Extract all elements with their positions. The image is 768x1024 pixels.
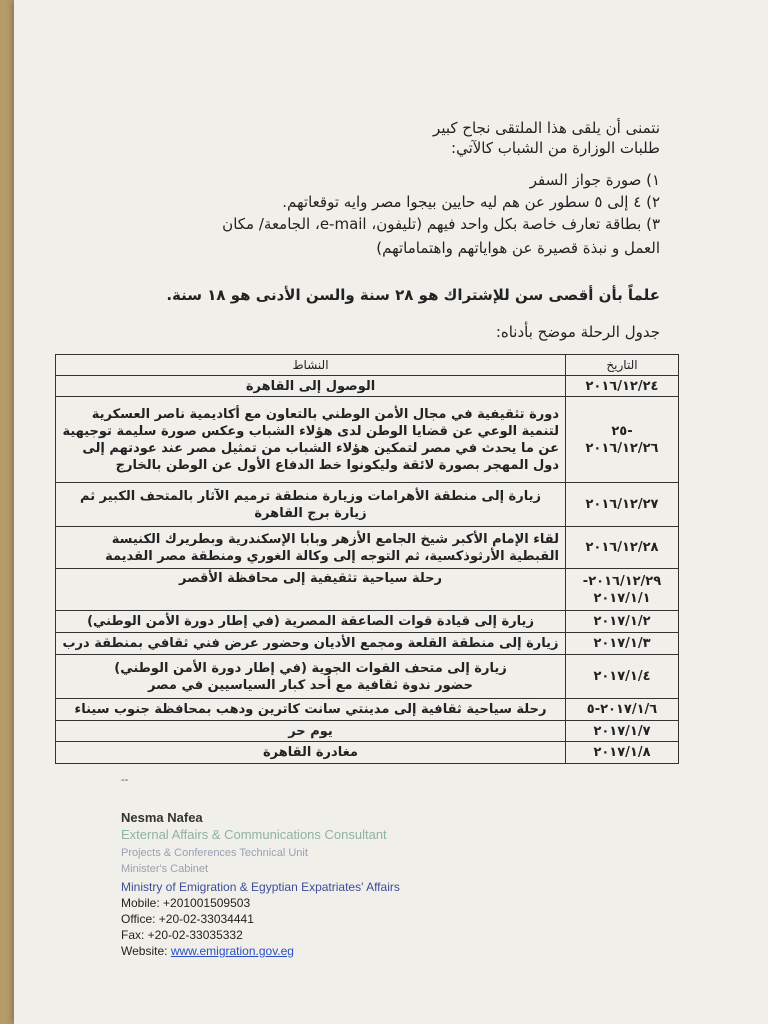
row-date: ٢٠١٦/١٢/٢٤ bbox=[566, 376, 679, 397]
table-row bbox=[56, 742, 679, 764]
website-label: Website: bbox=[121, 944, 171, 958]
table-row bbox=[56, 699, 679, 721]
intro-line-requirements: طلبات الوزارة من الشباب كالآتي: bbox=[451, 139, 660, 157]
requirement-profile-card: ٣) بطاقة تعارف خاصة بكل واحد فيهم (تليفون، e-mail، الجامعة/ مكان bbox=[222, 215, 660, 233]
row-activity: لقاء الإمام الأكبر شيخ الجامع الأزهر وبابا الإسكندرية وبطريرك الكنيسة القبطية الأرثوذكسية، ثم التوجه إلى وكالة الغوري ومنطقة مصر القديمة bbox=[56, 527, 566, 569]
schedule-table bbox=[55, 354, 679, 764]
table-row bbox=[56, 611, 679, 633]
row-activity: يوم حر bbox=[56, 721, 566, 742]
table-row bbox=[56, 483, 679, 527]
age-note: علماً بأن أقصى سن للإشتراك هو ٢٨ سنة والسن الأدنى هو ١٨ سنة. bbox=[166, 286, 660, 304]
row-date: ٢٠١٧/١/٦-٥ bbox=[566, 699, 679, 721]
table-row bbox=[56, 569, 679, 611]
row-date: ٢٠١٦/١٢/٢٧ bbox=[566, 483, 679, 527]
row-activity: دورة تثقيفية في مجال الأمن الوطني بالتعاون مع أكاديمية ناصر العسكرية لتنمية الوعي عن قضايا الوطن لدى هؤلاء الشباب وعكس صورة سليمة توجيهية عن ما يحدث في مصر لتمكين هؤلاء الشباب من تمثيل مصر عند عودتهم إلى دول المهجر بصورة لائقة وليكونوا خط الدفاع الأول عن الوطن بالخارج bbox=[56, 397, 566, 483]
table-row bbox=[56, 721, 679, 742]
row-activity: رحلة سياحية ثقافية إلى مدينتي سانت كاترين ودهب بمحافظة جنوب سيناء bbox=[56, 699, 566, 721]
row-activity: مغادرة القاهرة bbox=[56, 742, 566, 764]
row-date: -٢٥ ٢٠١٦/١٢/٢٦ bbox=[566, 397, 679, 483]
signature-separator: -- bbox=[121, 774, 129, 786]
row-date: ٢٠١٧/١/٣ bbox=[566, 633, 679, 655]
row-activity: رحلة سياحية تثقيفية إلى محافظة الأقصر bbox=[56, 569, 566, 611]
row-activity: زيارة إلى منطقة القلعة ومجمع الأديان وحضور عرض فني ثقافي بمنطقة درب bbox=[56, 633, 566, 655]
row-date: ٢٠١٦/١٢/٢٨ bbox=[566, 527, 679, 569]
signature-website-line bbox=[121, 944, 294, 958]
signature-office-phone: Office: +20-02-33034441 bbox=[121, 912, 254, 926]
row-date: ٢٠١٦/١٢/٢٩- ٢٠١٧/١/١ bbox=[566, 569, 679, 611]
table-row bbox=[56, 655, 679, 699]
schedule-heading: جدول الرحلة موضح بأدناه: bbox=[495, 323, 660, 341]
signature-title: External Affairs & Communications Consultant bbox=[121, 827, 387, 842]
row-activity: زيارة إلى منطقة الأهرامات وزيارة منطقة ترميم الآثار بالمتحف الكبير ثم زيارة برج القاهرة bbox=[56, 483, 566, 527]
signature-ministry: Ministry of Emigration & Egyptian Expatriates' Affairs bbox=[121, 880, 400, 894]
row-date: ٢٠١٧/١/٨ bbox=[566, 742, 679, 764]
header-date: التاريخ bbox=[566, 355, 679, 376]
signature-unit: Projects & Conferences Technical Unit bbox=[121, 847, 308, 859]
requirement-profile-card-cont: العمل و نبذة قصيرة عن هواياتهم واهتماماتهم) bbox=[376, 239, 660, 257]
row-activity: زيارة إلى متحف القوات الجوية (في إطار دورة الأمن الوطني) حضور ندوة ثقافية مع أحد كبار السياسيين في مصر bbox=[56, 655, 566, 699]
signature-office: Minister's Cabinet bbox=[121, 863, 209, 875]
row-activity: زيارة إلى قيادة قوات الصاعقة المصرية (في إطار دورة الأمن الوطني) bbox=[56, 611, 566, 633]
intro-line-wish: نتمنى أن يلقى هذا الملتقى نجاح كبير bbox=[433, 119, 660, 137]
table-row bbox=[56, 376, 679, 397]
signature-mobile: Mobile: +201001509503 bbox=[121, 896, 251, 910]
row-date: ٢٠١٧/١/٤ bbox=[566, 655, 679, 699]
row-date: ٢٠١٧/١/٧ bbox=[566, 721, 679, 742]
requirement-expectations: ٢) ٤ إلى ٥ سطور عن هم ليه حايين بيجوا مصر وايه توقعاتهم. bbox=[282, 193, 660, 211]
row-activity: الوصول إلى القاهرة bbox=[56, 376, 566, 397]
table-row bbox=[56, 397, 679, 483]
website-link[interactable]: www.emigration.gov.eg bbox=[170, 944, 294, 958]
header-activity: النشاط bbox=[56, 355, 566, 376]
signature-name: Nesma Nafea bbox=[121, 810, 203, 825]
table-header-row bbox=[56, 355, 679, 376]
requirement-passport: ١) صورة جواز السفر bbox=[529, 171, 660, 189]
table-row bbox=[56, 527, 679, 569]
table-row bbox=[56, 633, 679, 655]
signature-fax: Fax: +20-02-33035332 bbox=[121, 928, 243, 942]
row-date: ٢٠١٧/١/٢ bbox=[566, 611, 679, 633]
